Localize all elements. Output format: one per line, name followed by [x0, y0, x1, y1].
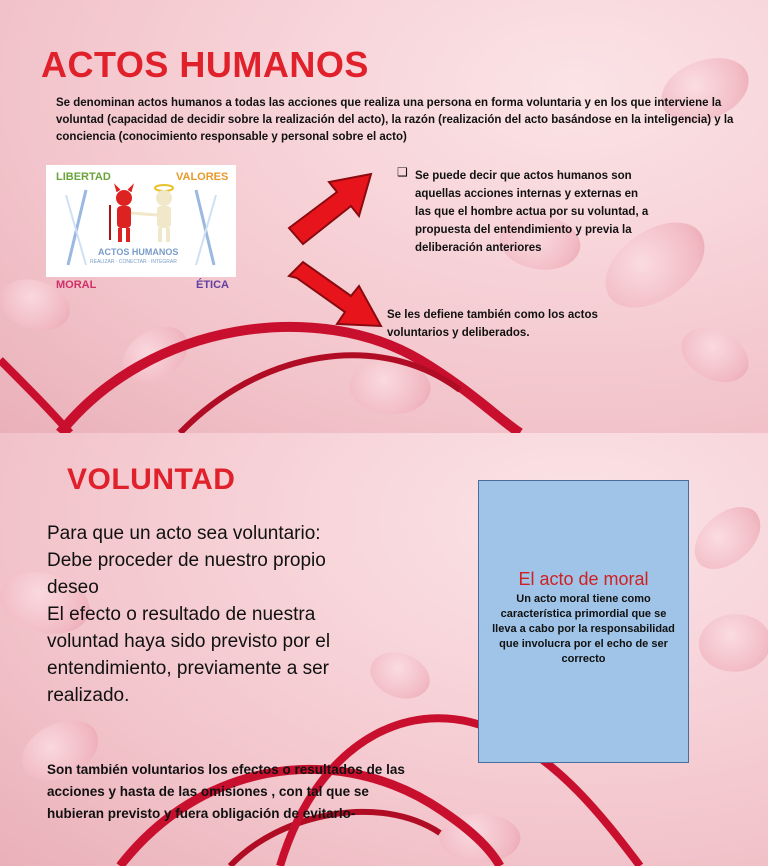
- page-title: ACTOS HUMANOS: [41, 44, 369, 85]
- petal-decoration: [692, 603, 768, 683]
- body-line: Para que un acto sea voluntario:: [47, 523, 321, 544]
- libertad-label: LIBERTAD: [56, 171, 111, 183]
- box-heading: El acto de moral: [518, 569, 649, 589]
- actos-humanos-illustration: [46, 165, 236, 291]
- arrow-up-right-icon: [285, 170, 375, 260]
- petal-decoration: [683, 498, 768, 579]
- bullet-marker-icon: ❑: [397, 165, 408, 179]
- voluntad-footer: Son también voluntarios los efectos o resultados de las acciones y hasta de las omisiones , con tal que se hubieran previsto y fuera obligación de evitarlo-: [47, 762, 405, 821]
- acto-moral-box: [478, 480, 689, 763]
- graphic-center-label: ACTOS HUMANOS: [98, 247, 179, 257]
- etica-label: ÉTICA: [196, 279, 229, 291]
- petal-decoration: [114, 320, 197, 391]
- definition-note: Se les defiene también como los actos voluntarios y deliberados.: [387, 309, 598, 339]
- section-title: VOLUNTAD: [67, 463, 236, 496]
- box-text: Un acto moral tiene como característica primordial que se lleva a cabo por la responsabilidad que involucra por el echo de ser correcto: [492, 593, 675, 665]
- voluntad-body: [47, 520, 377, 709]
- petal-decoration: [0, 266, 78, 344]
- arrow-down-right-icon: [285, 258, 385, 330]
- petal-decoration: [344, 351, 436, 425]
- bullet-definition: Se puede decir que actos humanos son aquellas acciones internas y externas en las que el hombre actua por su voluntad, a propuesta del entendimiento y previa la deliberación anteriores: [415, 170, 649, 254]
- body-line: El efecto o resultado de nuestra voluntad haya sido previsto por el entendimiento, previamente a ser realizado.: [47, 604, 331, 706]
- body-line: Debe proceder de nuestro propio deseo: [47, 550, 326, 598]
- moral-label: MORAL: [56, 279, 97, 291]
- intro-paragraph: Se denominan actos humanos a todas las acciones que realiza una persona en forma voluntaria y en los que interviene la voluntad (capacidad de decidir sobre la realización del acto), la razón (realización del acto basándose en la inteligencia) y la conciencia (conocimiento responsable y personal sobre el acto): [56, 97, 734, 143]
- petal-decoration: [672, 313, 758, 396]
- petal-decoration: [436, 806, 523, 866]
- graphic-sub-label: REALIZAR · CONECTAR · INTEGRAR: [90, 259, 177, 265]
- valores-label: VALORES: [176, 171, 229, 183]
